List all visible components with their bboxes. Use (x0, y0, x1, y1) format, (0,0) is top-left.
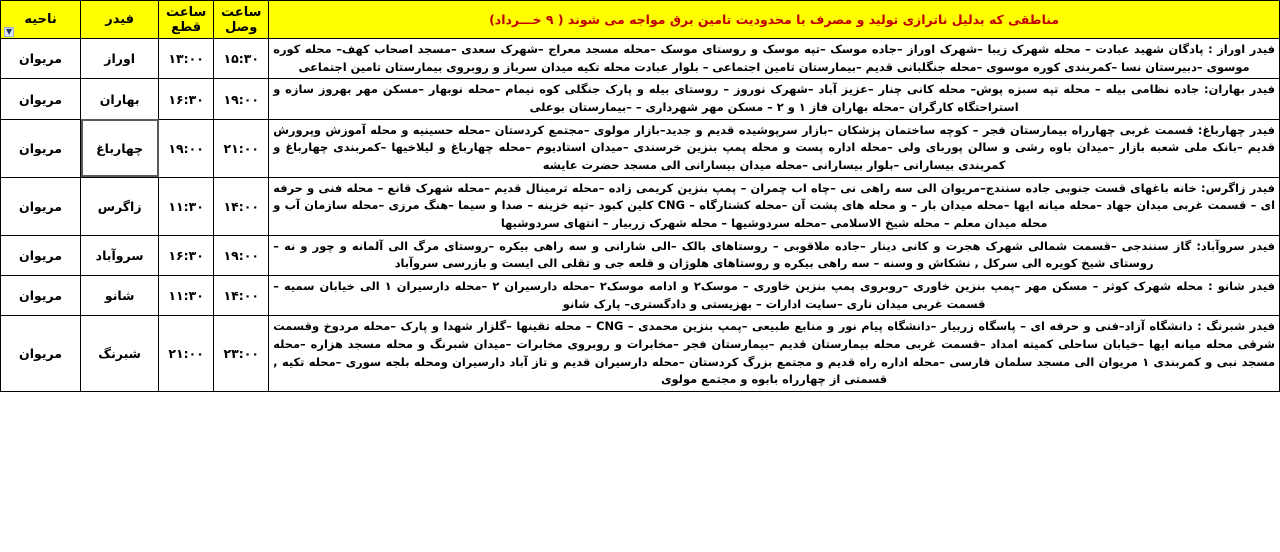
time-off-cell[interactable]: ۱۱:۳۰ (159, 276, 214, 316)
table-row (1, 235, 1280, 275)
table-row (1, 177, 1280, 235)
feeder-cell[interactable]: شبرنگ (81, 316, 159, 392)
table-row (1, 39, 1280, 79)
table-row (1, 119, 1280, 177)
area-cell[interactable]: مریوان (1, 79, 81, 119)
area-cell[interactable]: مریوان (1, 276, 81, 316)
outage-description-cell[interactable]: فیدر شبرنگ : دانشگاه آزاد–فنی و حرفه ای – پاسگاه زربیار –دانشگاه پیام نور و منابع طبیعی –پمپ بنزین محمدی – CNG – محله تقینها –گلزار شهدا و پارک –محله مردوخ وقسمت شرقی محله میانه ایها –خیابان ساحلی کمیته امداد –قسمت غربی محله بیمارستان قدیم –بیمارستان فجر –مخابرات و روبروی مخابرات –میدان شبرنگ و محله مسجد هزاره –محله مسجد نبی و کمربندی ۱ مریوان الی مسجد سلمان فارسی –محله اداره راه قدیم و مجتمع بزرگ کردستان –محله دارسیران قدیم و تاز آباد دارسیران ومحله بلجه سوری –محله تکیه , قسمتی از چهارراه بابوه و مجتمع مولوی (269, 316, 1280, 392)
outage-description-cell[interactable]: فیدر سروآباد: گاز سنندجی –قسمت شمالی شهرک هجرت و کانی دینار –جاده ملاقوبی – روستاهای بالک –الی شارانی و سه راهی بیکره –روستای مرگ الی آلمانه و چور و نه – روستای شیخ کویره الی سرکل , نشکاش و وسنه – سه راهی بیکره و روستاهای هلوژان و قلعه جی و تقلی الی ایست و بازرسی سروآباد (269, 235, 1280, 275)
feeder-cell-selected[interactable]: چهارباغ (81, 119, 159, 177)
feeder-cell[interactable]: شانو (81, 276, 159, 316)
time-off-cell[interactable]: ۱۳:۰۰ (159, 39, 214, 79)
area-cell[interactable]: مریوان (1, 177, 81, 235)
page-title: مناطقی که بدلیل ناترازی تولید و مصرف با محدودیت تامین برق مواجه می شوند ( ۹ خـــرداد) (489, 11, 1060, 27)
table-title-row (1, 1, 1280, 39)
feeder-cell[interactable]: زاگرس (81, 177, 159, 235)
area-cell[interactable]: مریوان (1, 235, 81, 275)
outage-description-cell[interactable]: فیدر زاگرس: خانه باغهای قست جنوبی جاده سنندج–مریوان الی سه راهی نی –چاه اب چمران – پمپ بنزین کریمی زاده –محله ترمینال قدیم –محله شهرک قانع – محله فنی و حرفه ای – قسمت غربی میدان جهاد –محله میانه ایها –محله میدان بار – و محله های پشت آن –محله کشتارگاه – CNG کلین کبود –تپه خزینه – صدا و سیما –هنگ مرزی –محله سازمان آب و محله میدان معلم – محله شیخ الاسلامی –محله سردوشیها – محله شهرک زربیار – انتهای سردوشیها (269, 177, 1280, 235)
outage-description-cell[interactable]: فیدر اوراز : پادگان شهید عبادت – محله شهرک زیبا –شهرک اوراز –جاده موسک –تپه موسک و روستای موسک –محله مسجد معراج –شهرک سعدی –مسجد اصحاب کهف– محله کوره موسوی –دبیرستان نسا –کمربندی کوره موسوی –محله جنگلبانی قدیم –بیمارستان تامین اجتماعی – بلوار عبادت محله تکیه میدان سرباز و روبروی بیمارستان تامین اجتماعی (269, 39, 1280, 79)
time-off-cell[interactable]: ۱۱:۳۰ (159, 177, 214, 235)
filter-dropdown-icon[interactable]: ▼ (6, 27, 13, 36)
feeder-cell[interactable]: بهاران (81, 79, 159, 119)
outage-description-cell[interactable]: فیدر شانو : محله شهرک کوثر – مسکن مهر –پمپ بنزین خاوری –روبروی پمپ بنزین خاوری – موسک۲ و ادامه موسک۲ –محله دارسیران ۲ –محله دارسیران ۱ الی خیابان سمیه –قسمت غربی میدان ناری –سایت ادارات – بهزیستی و دادگستری– پارک شانو (269, 276, 1280, 316)
outage-description-cell[interactable]: فیدر بهاران: جاده نظامی بیله – محله تپه سبزه پوش– محله کانی چنار –عزیز آباد –شهرک نوروز – روستای بیله و پارک جنگلی کوه نیمام –محله نوبهار –مسکن مهر بهروز سازه و استراحتگاه کارگران –محله بهاران فاز ۱ و ۲ – مسکن مهر شهرداری – –بیمارستان بوعلی (269, 79, 1280, 119)
time-off-cell[interactable]: ۲۱:۰۰ (159, 316, 214, 392)
column-header-area-label: ناحیه (24, 12, 57, 27)
time-on-cell[interactable]: ۱۵:۳۰ (214, 39, 269, 79)
outage-description-cell[interactable]: فیدر چهارباغ: قسمت غربی چهارراه بیمارستان فجر – کوچه ساختمان پزشکان –بازار سرپوشیده قدیم و جدید–بازار مولوی –مجتمع کردستان –محله حسینیه و محله آموزش وپرورش قدیم –بانک ملی شعبه بازار –میدان باوه رشی و سالن پوربای ولی –محله اداره پست و محله پمپ بنزین خرسندی –میدان استادیوم –محله چهارباغ و لیلاخیها –کمربندی چهارباغ و کمربندی بیسارانی –بلوار بیسارانی –محله میدان بیسارانی الی مسجد حضرت عایشه (269, 119, 1280, 177)
column-header-feeder[interactable]: فیدر (81, 1, 159, 39)
time-on-cell[interactable]: ۲۳:۰۰ (214, 316, 269, 392)
table-row (1, 79, 1280, 119)
time-on-cell[interactable]: ۱۹:۰۰ (214, 79, 269, 119)
time-on-cell[interactable]: ۲۱:۰۰ (214, 119, 269, 177)
time-off-cell[interactable]: ۱۶:۳۰ (159, 79, 214, 119)
area-cell[interactable]: مریوان (1, 316, 81, 392)
time-on-cell[interactable]: ۱۴:۰۰ (214, 276, 269, 316)
area-cell[interactable]: مریوان (1, 119, 81, 177)
table-row (1, 276, 1280, 316)
time-off-cell[interactable]: ۱۶:۳۰ (159, 235, 214, 275)
feeder-cell[interactable]: اوراز (81, 39, 159, 79)
area-cell[interactable]: مریوان (1, 39, 81, 79)
table-row (1, 316, 1280, 392)
column-header-time-off[interactable]: ساعت قطع (159, 1, 214, 39)
table-title-cell (269, 1, 1280, 39)
time-on-cell[interactable]: ۱۴:۰۰ (214, 177, 269, 235)
time-off-cell[interactable]: ۱۹:۰۰ (159, 119, 214, 177)
time-on-cell[interactable]: ۱۹:۰۰ (214, 235, 269, 275)
column-header-time-on[interactable]: ساعت وصل (214, 1, 269, 39)
column-header-area[interactable] (1, 1, 81, 39)
feeder-cell[interactable]: سروآباد (81, 235, 159, 275)
